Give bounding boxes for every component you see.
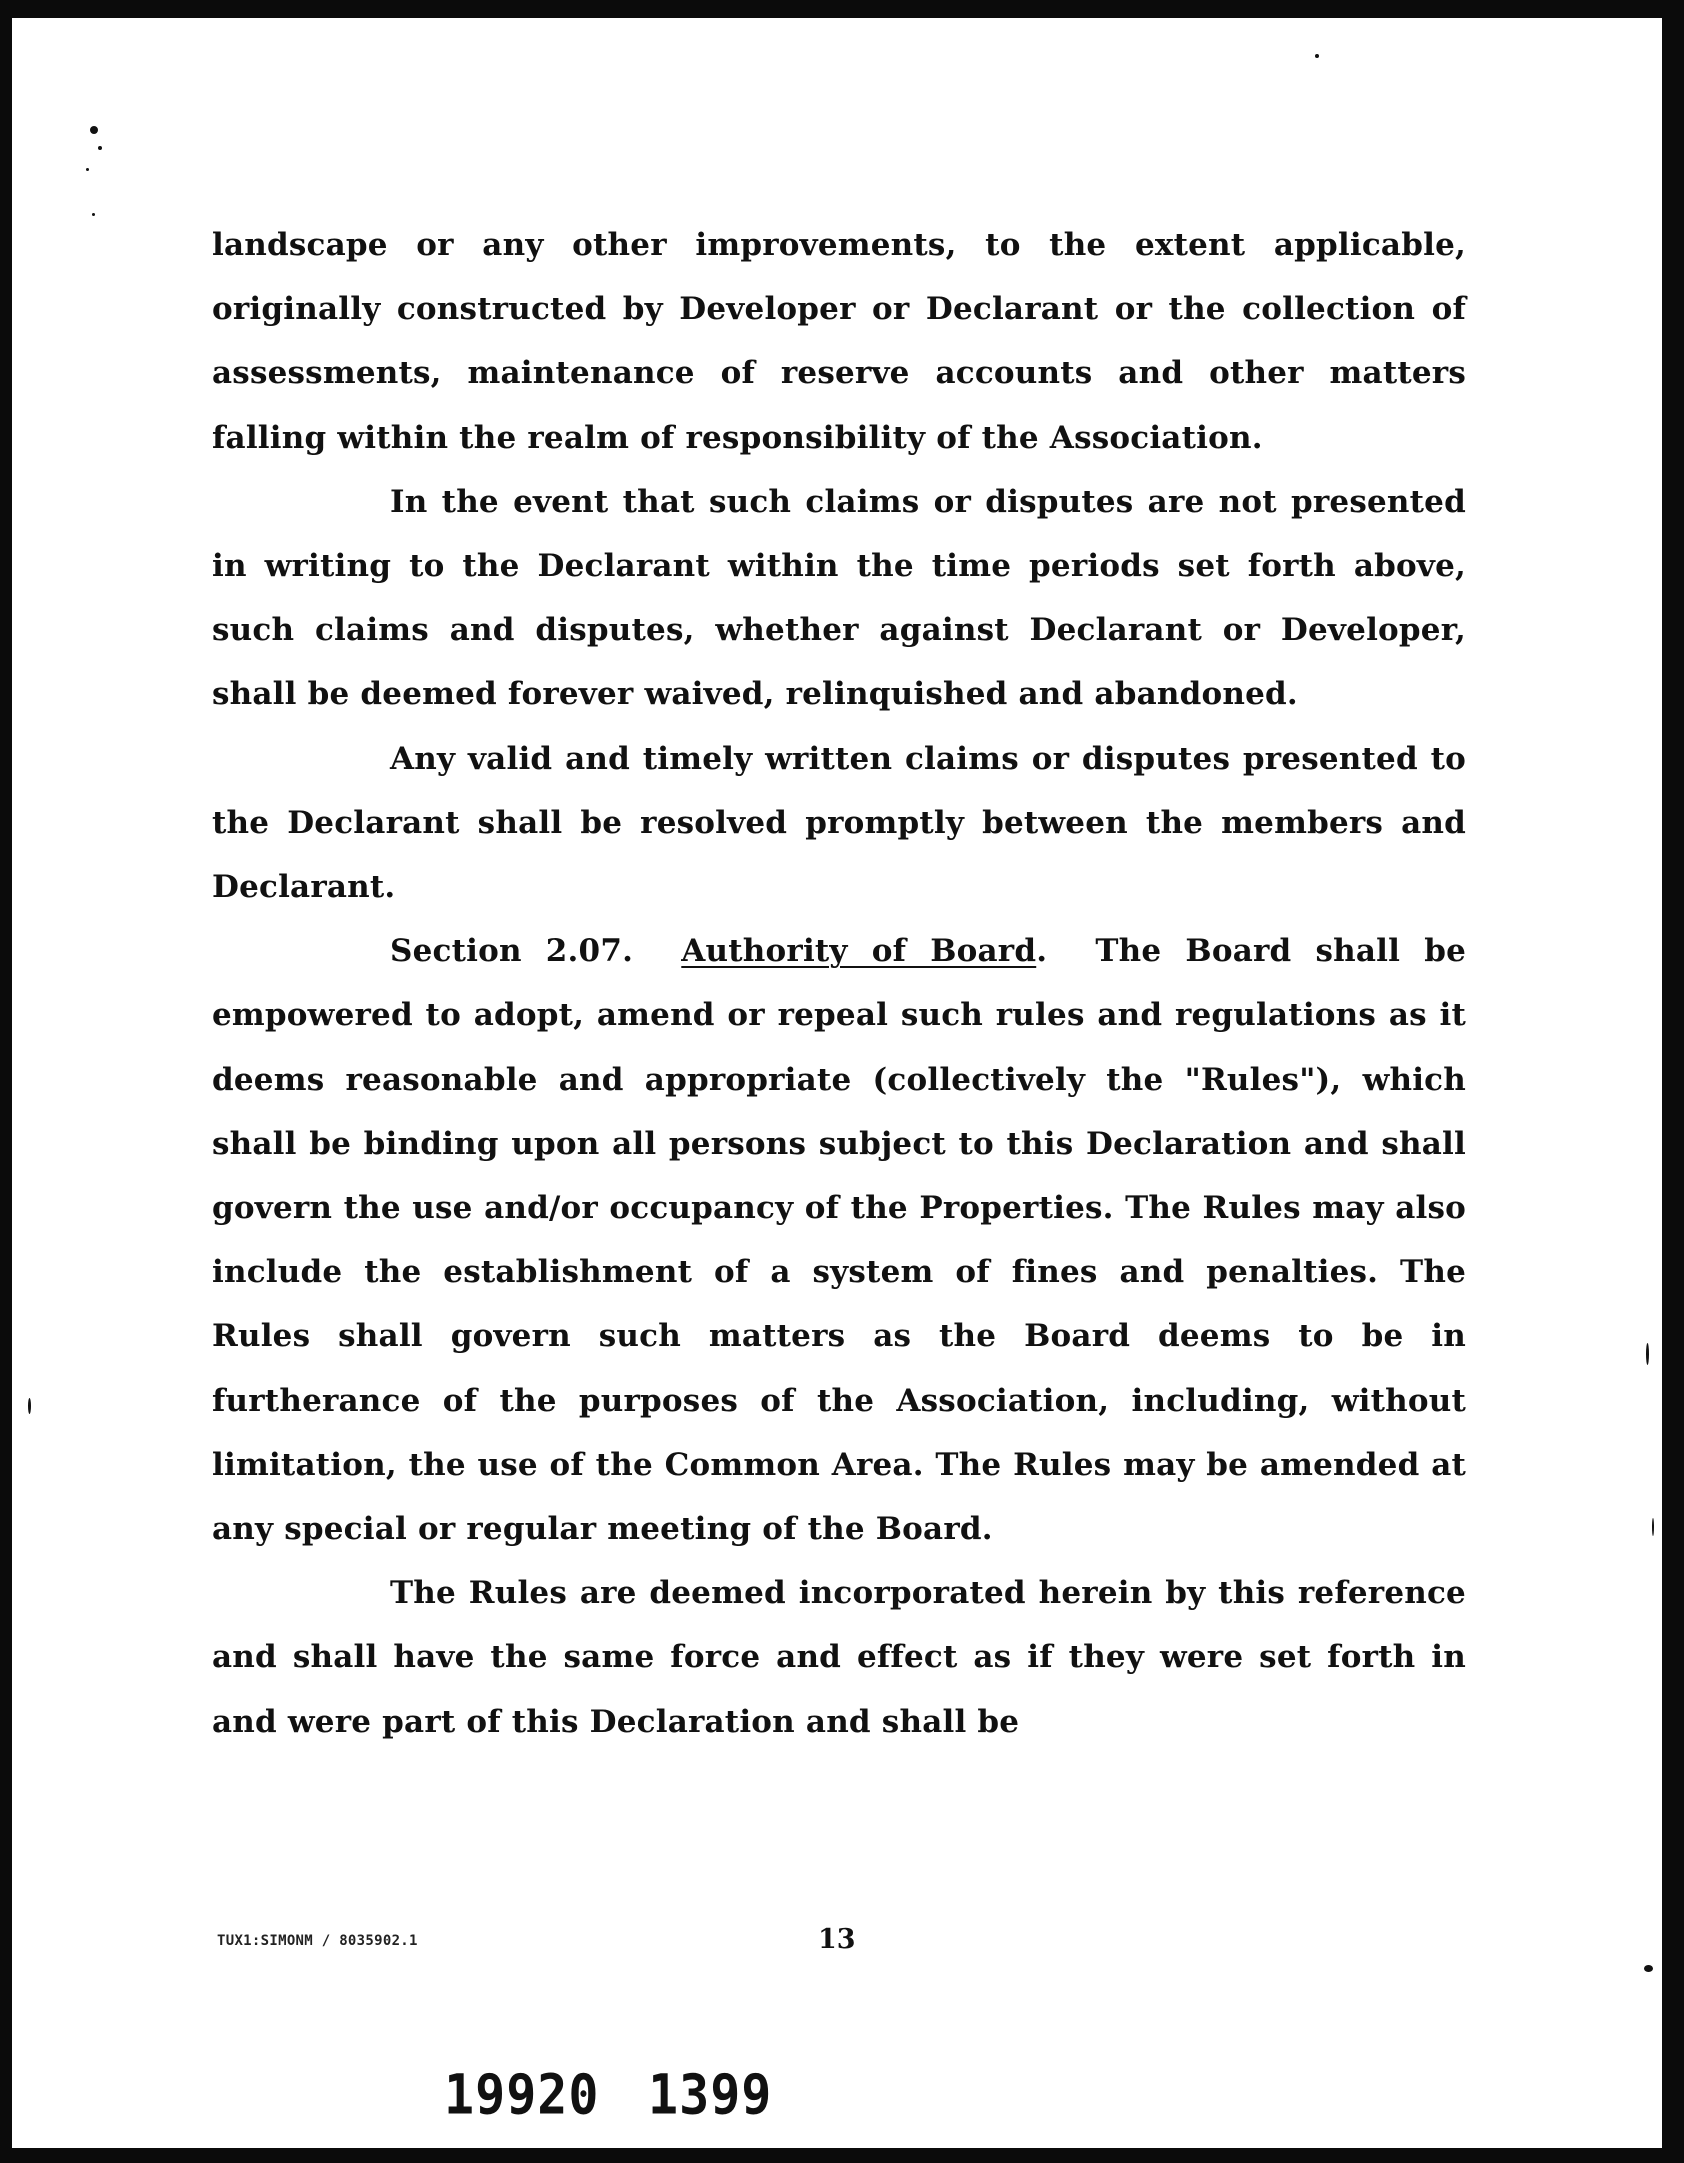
paragraph-landscape-improvements: landscape or any other improvements, to the extent applicable, originally constructed by Developer or Declarant or the collection of assessments, maintenance of reserve accounts and other matters falling within the realm of responsibility of the Association. [212,227,1466,456]
document-body [212,213,1466,1754]
bates-stamp-left: 19920 [444,2063,600,2127]
paragraph-valid-claims: Any valid and timely written claims or disputes presented to the Declarant shall be resolved promptly between the members and Declarant. [212,740,1466,906]
scan-speck [28,1398,31,1414]
section-body: The Board shall be empowered to adopt, amend or repeal such rules and regulations as it deems reasonable and appropriate (collectively the "Rules"), which shall be binding upon all persons subject to this Declaration and shall govern the use and/or occupancy of the Properties. The Rules may also include the establishment of a system of fines and penalties. The Rules shall govern such matters as the Board deems to be in furtherance of the purposes of the Association, including, without limitation, the use of the Common Area. The Rules may be amended at any special or regular meeting of the Board. [212,933,1467,1548]
bates-stamp-right: 1399 [648,2063,773,2127]
scan-speck [1646,1343,1649,1365]
paragraph-claims-not-presented: In the event that such claims or disputes are not presented in writing to the Declarant within the time periods set forth above, such claims and disputes, whether against Declarant or Developer, shall be deemed forever waived, relinquished and abandoned. [212,483,1466,713]
paragraph-rules-incorporated: The Rules are deemed incorporated herein by this reference and shall have the same force and effect as if they were set forth in and were part of this Declaration and shall be [212,1575,1466,1740]
scan-speck [86,168,89,171]
paragraph-section-2-07 [212,919,1466,1561]
scan-speck [1315,54,1319,58]
page-number: 13 [818,1924,856,1955]
document-footer-id: TUX1:SIMONM / 8035902.1 [217,1933,418,1949]
section-heading-period: . [1036,933,1048,970]
section-number: Section 2.07. [390,933,634,970]
document-page [12,18,1662,2148]
scan-speck [98,146,102,150]
scan-speck [90,126,98,134]
scan-speck [1644,1965,1653,1972]
scan-speck [92,213,95,216]
section-heading: Authority of Board [681,933,1037,970]
scan-speck [1652,1518,1654,1536]
